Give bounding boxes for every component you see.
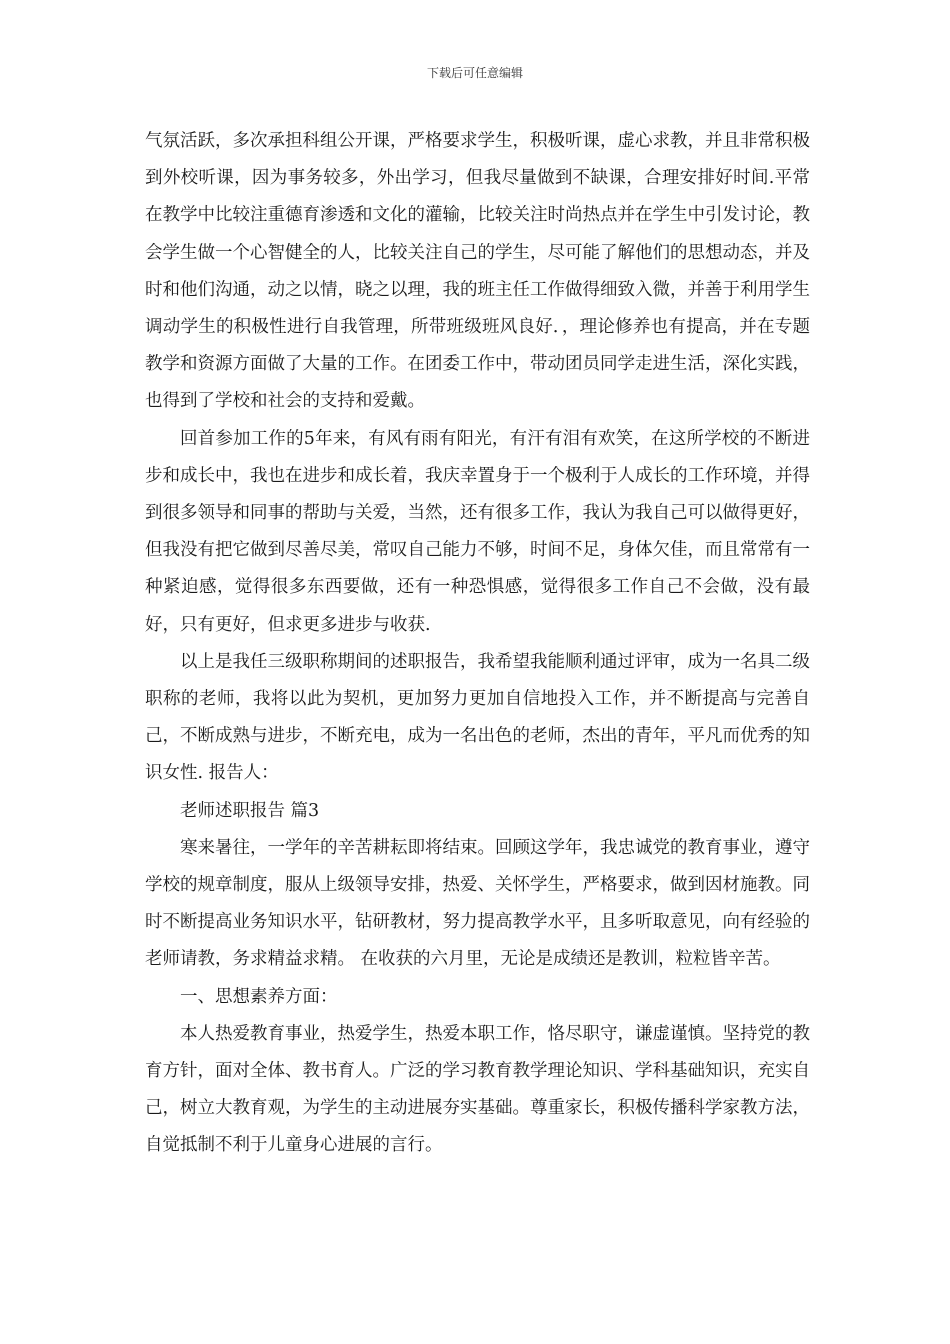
paragraph-3: 以上是我任三级职称期间的述职报告，我希望我能顺利通过评审，成为一名具二级职称的老师，我将以此为契机，更加努力更加自信地投入工作，并不断提高与完善自己，不断成熟与进步，不断充电，成为一名出色的老师，杰出的青年，平凡而优秀的知识女性. 报告人： <box>145 651 810 784</box>
section-heading-ideology: 一、思想素养方面： <box>180 986 338 1007</box>
paragraph-2: 回首参加工作的5年来，有风有雨有阳光，有汗有泪有欢笑，在这所学校的不断进步和成长中，我也在进步和成长着，我庆幸置身于一个极利于人成长的工作环境，并得到很多领导和同事的帮助与关爱，当然，还有很多工作，我认为我自己可以做得更好，但我没有把它做到尽善尽美，常叹自己能力不够，时间不足，身体欠佳，而且常常有一种紧迫感，觉得很多东西要做，还有一种恐惧感，觉得很多工作自己不会做，没有最好，只有更好，但求更多进步与收获. <box>145 428 810 635</box>
section-heading-report-3: 老师述职报告 篇3 <box>180 800 320 821</box>
document-body <box>145 123 810 1165</box>
paragraph-1: 气氛活跃，多次承担科组公开课，严格要求学生，积极听课，虚心求教，并且非常积极到外校听课，因为事务较多，外出学习，但我尽量做到不缺课，合理安排好时间.平常在教学中比较注重德育渗透和文化的灌输，比较关注时尚热点并在学生中引发讨论，教会学生做一个心智健全的人，比较关注自己的学生，尽可能了解他们的思想动态，并及时和他们沟通，动之以情，晓之以理，我的班主任工作做得细致入微，并善于利用学生调动学生的积极性进行自我管理，所带班级班风良好．，理论修养也有提高，并在专题教学和资源方面做了大量的工作。在团委工作中，带动团员同学走进生活，深化实践，也得到了学校和社会的支持和爱戴。 <box>145 131 810 412</box>
paragraph-4: 寒来暑往，一学年的辛苦耕耘即将结束。回顾这学年，我忠诚党的教育事业，遵守学校的规章制度，服从上级领导安排，热爱、关怀学生，严格要求，做到因材施教。同时不断提高业务知识水平，钻研教材，努力提高教学水平，且多听取意见，向有经验的老师请教，务求精益求精。 在收获的六月里，无论是成绩还是教训，粒粒皆辛苦。 <box>145 837 810 970</box>
paragraph-5: 本人热爱教育事业，热爱学生，热爱本职工作，恪尽职守，谦虚谨慎。坚持党的教育方针，面对全体、教书育人。广泛的学习教育教学理论知识、学科基础知识，充实自己，树立大教育观，为学生的主动进展夯实基础。尊重家长，积极传播科学家教方法，自觉抵制不利于儿童身心进展的言行。 <box>145 1023 810 1156</box>
page-header: 下载后可任意编辑 <box>426 66 523 80</box>
